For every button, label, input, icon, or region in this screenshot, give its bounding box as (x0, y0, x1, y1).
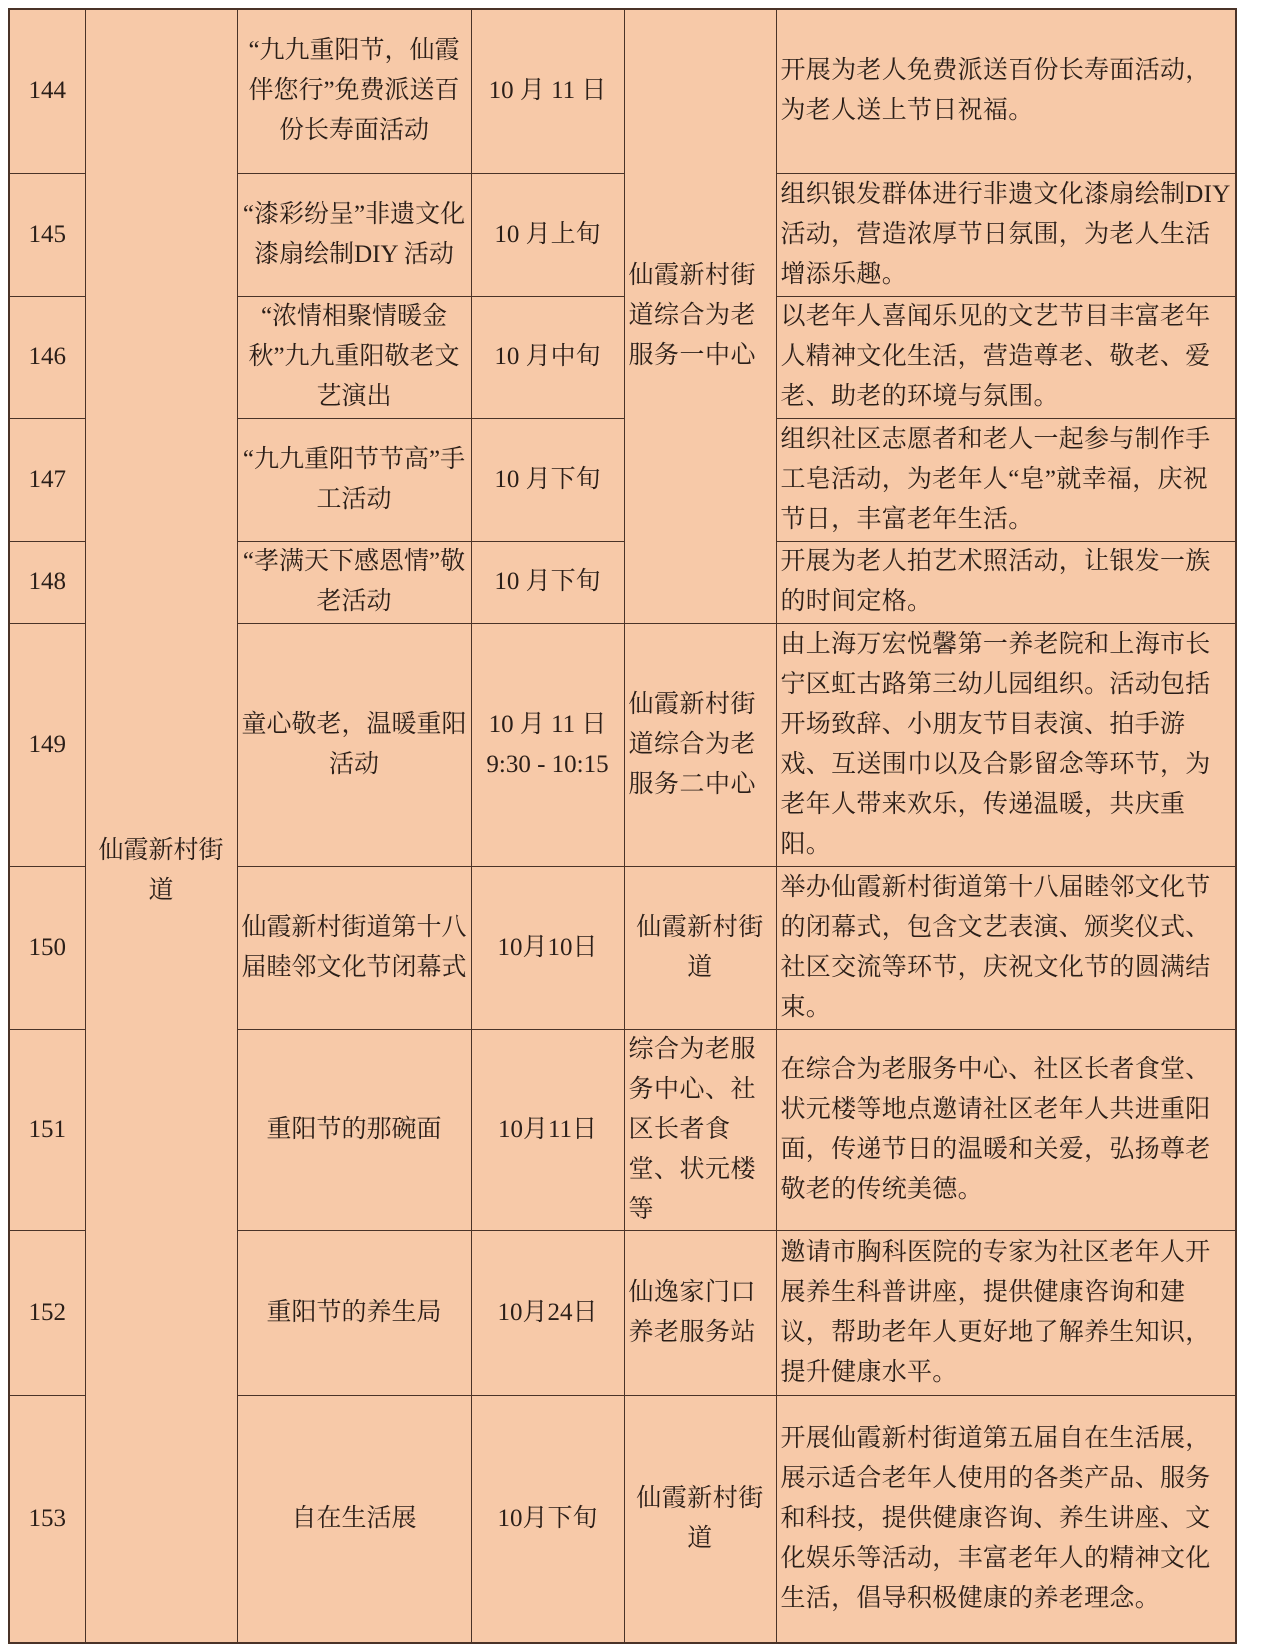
organizer-cell: 仙霞新村街道综合为老服务二中心 (624, 623, 776, 866)
row-number: 149 (9, 623, 85, 866)
activity-name: “漆彩纷呈”非遗文化漆扇绘制DIY 活动 (237, 173, 471, 296)
activity-hours: 9:30 - 10:15 (486, 750, 609, 778)
activity-description: 以老年人喜闻乐见的文艺节目丰富老年人精神文化生活，营造尊老、敬老、爱老、助老的环境与氛围。 (776, 296, 1236, 418)
activity-description: 开展为老人免费派送百份长寿面活动，为老人送上节日祝福。 (776, 9, 1236, 173)
activity-name: “九九重阳节节高”手工活动 (237, 418, 471, 541)
row-number: 150 (9, 866, 85, 1029)
activity-description: 组织银发群体进行非遗文化漆扇绘制DIY 活动，营造浓厚节日氛围，为老人生活增添乐趣。 (776, 173, 1236, 296)
activity-name: 童心敬老，温暖重阳活动 (237, 623, 471, 866)
table-row (9, 9, 1236, 173)
row-number: 153 (9, 1395, 85, 1643)
activity-time: 10 月上旬 (471, 173, 624, 296)
activity-time: 10月24日 (471, 1230, 624, 1395)
activity-description: 在综合为老服务中心、社区长者食堂、状元楼等地点邀请社区老年人共进重阳面，传递节日的温暖和关爱，弘扬尊老敬老的传统美德。 (776, 1029, 1236, 1230)
activity-name: 重阳节的养生局 (237, 1230, 471, 1395)
activity-time: 10 月下旬 (471, 541, 624, 623)
activity-description: 组织社区志愿者和老人一起参与制作手工皂活动，为老年人“皂”就幸福，庆祝节日，丰富老年生活。 (776, 418, 1236, 541)
organizer-cell: 综合为老服务中心、社区长者食堂、状元楼等 (624, 1029, 776, 1230)
organizer-cell: 仙霞新村街道 (624, 866, 776, 1029)
organizer-cell: 仙霞新村街道 (624, 1395, 776, 1643)
activity-description: 开展为老人拍艺术照活动，让银发一族的时间定格。 (776, 541, 1236, 623)
activity-time: 10 月 11 日 (471, 9, 624, 173)
activity-time: 10 月下旬 (471, 418, 624, 541)
activity-description: 开展仙霞新村街道第五届自在生活展，展示适合老年人使用的各类产品、服务和科技，提供健康咨询、养生讲座、文化娱乐等活动，丰富老年人的精神文化生活，倡导积极健康的养老理念。 (776, 1395, 1236, 1643)
activity-date: 10 月 11 日 (488, 710, 607, 738)
activity-time: 10月11日 (471, 1029, 624, 1230)
activity-time: 10月10日 (471, 866, 624, 1029)
activity-description: 由上海万宏悦馨第一养老院和上海市长宁区虹古路第三幼儿园组织。活动包括开场致辞、小朋友节目表演、拍手游戏、互送围巾以及合影留念等环节，为老年人带来欢乐，传递温暖，共庆重阳。 (776, 623, 1236, 866)
row-number: 148 (9, 541, 85, 623)
street-cell: 仙霞新村街道 (85, 9, 237, 1643)
activity-name: “孝满天下感恩情”敬老活动 (237, 541, 471, 623)
activity-name: “浓情相聚情暖金秋”九九重阳敬老文艺演出 (237, 296, 471, 418)
activity-time: 10 月中旬 (471, 296, 624, 418)
activity-name: 自在生活展 (237, 1395, 471, 1643)
activity-name: 仙霞新村街道第十八届睦邻文化节闭幕式 (237, 866, 471, 1029)
activity-time-cell (471, 623, 624, 866)
activity-time: 10月下旬 (471, 1395, 624, 1643)
activity-name: “九九重阳节，仙霞伴您行”免费派送百份长寿面活动 (237, 9, 471, 173)
row-number: 145 (9, 173, 85, 296)
row-number: 151 (9, 1029, 85, 1230)
activity-name: 重阳节的那碗面 (237, 1029, 471, 1230)
activity-description: 举办仙霞新村街道第十八届睦邻文化节的闭幕式，包含文艺表演、颁奖仪式、社区交流等环节，庆祝文化节的圆满结束。 (776, 866, 1236, 1029)
activity-table (8, 8, 1237, 1644)
row-number: 147 (9, 418, 85, 541)
row-number: 144 (9, 9, 85, 173)
organizer-cell: 仙逸家门口养老服务站 (624, 1230, 776, 1395)
activity-description: 邀请市胸科医院的专家为社区老年人开展养生科普讲座，提供健康咨询和建议，帮助老年人更好地了解养生知识，提升健康水平。 (776, 1230, 1236, 1395)
row-number: 146 (9, 296, 85, 418)
organizer-cell: 仙霞新村街道综合为老服务一中心 (624, 9, 776, 623)
row-number: 152 (9, 1230, 85, 1395)
